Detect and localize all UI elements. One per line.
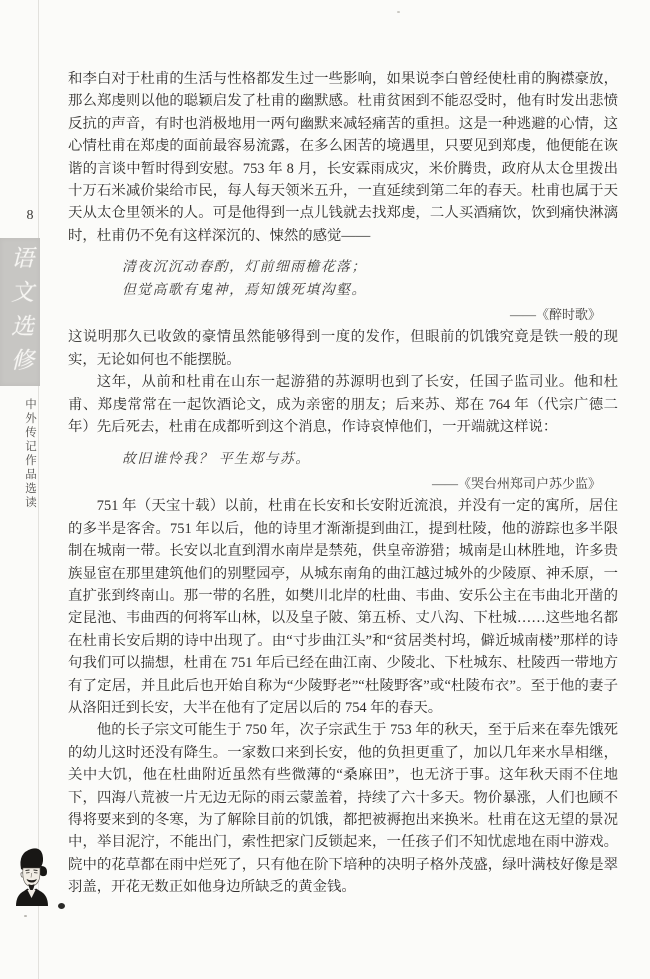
poem-attribution: ——《哭台州郑司户苏少监》 [431,475,601,491]
series-title-box [0,238,40,386]
poem-line: 清夜沉沉动春酌，灯前细雨檐花落； [122,259,367,275]
poem-line: 故旧谁怜我？ 平生郑与苏。 [122,450,311,466]
paragraph: 这说明那久已收敛的豪情虽然能够得到一度的发作，但眼前的饥饿究竟是铁一般的现实，无论如何也不能摆脱。 [68,329,618,368]
ink-speck [24,915,27,917]
poem-line: 但觉高歌有鬼神，焉知饿死填沟壑。 [122,281,367,297]
paragraph-continuation: 和李白对于杜甫的生活与性格都发生过一些影响，如果说李白曾经使杜甫的胸襟豪放，那么郑虔则以他的聪颖启发了杜甫的幽默感。杜甫贫困到不能忍受时，他有时发出悲愤反抗的声音，有时也消极地用一两句幽默来减轻痛苦的重担。这是一种逃避的心情，这心情杜甫在郑虔的面前最容易流露，在多么困苦的境遇里，只要见到郑虔，他便能在诙谐的言谈中暂时得到安慰。753 年 8 月，长安霖雨成灾，米价腾贵，政府从太仓里拨出十万石米减价粜给市民，每人每天领米五升，一直延续到第二年的春天。杜甫也属于天天从太仓里领米的人。可是他得到一点儿钱就去找郑虔，二人买酒痛饮，饮到痛快淋漓时，杜甫仍不免有这样深沉的、悚然的感觉—— [68,71,618,244]
body-text-column [68,68,618,899]
margin-rule [38,0,39,979]
page-number: 8 [26,208,34,223]
dufu-portrait-icon [14,846,50,906]
poem-attribution: ——《醉时歌》 [509,307,601,323]
paragraph: 他的长子宗文可能生于 750 年，次子宗武生于 753 年的秋天，至于后来在奉先饿死的幼儿这时还没有降生。一家数口来到长安，他的负担更重了，加以几年来水旱相继，关中大饥，他在杜曲附近虽然有些微薄的“桑麻田”，也无济于事。这年秋天雨不住地下，四海八荒被一片无边无际的雨云蒙盖着，持续了六十多天。物价暴涨，人们也顾不得将要来到的冬寒，为了解除目前的饥饿，都把被褥抱出来换米。杜甫在这无望的景况中，举目泥泞，不能出门，索性把家门反锁起来，一任孩子们不知忧虑地在雨中游戏。院中的花草都在雨中烂死了，只有他在阶下培种的决明子格外茂盛，绿叶满枝好像是翠羽盖，开花无数正如他身边所缺乏的黄金钱。 [68,722,618,896]
paragraph: 751 年（天宝十载）以前，杜甫在长安和长安附近流浪，并没有一定的寓所，居住的多半是客舍。751 年以后，他的诗里才渐渐提到曲江，提到杜陵，他的游踪也多半限制在城南一带。长安以北直到渭水南岸是禁苑，供皇帝游猎；城南是山林胜地，许多贵族显宦在那里建筑他们的别墅园亭，从城东南角的曲江越过城外的少陵原、神禾原，一直扩张到终南山。那一带的名胜，如樊川北岸的杜曲、韦曲、安乐公主在韦曲北开凿的定昆池、韦曲西的何将军山林，以及皇子陂、第五桥、丈八沟、下杜城……这些地名都在杜甫长安后期的诗中出现了。由“寸步曲江头”和“贫居类村坞，僻近城南楼”那样的诗句我们可以揣想，杜甫在 751 年后已经在曲江南、少陵北、下杜城东、杜陵西一带地方有了定居，并且此后也开始自称为“少陵野老”“杜陵野客”或“杜陵布衣”。至于他的妻子从洛阳迁到长安，大半在他有了定居以后的 754 年的春天。 [68,498,618,716]
poem-block-elegy [122,448,618,470]
series-title-vertical: 语文选修 [8,246,33,382]
dufu-portrait-illustration [14,846,50,906]
ink-speck [58,903,65,909]
series-subtitle-vertical: 中外传记作品选读 [24,398,36,510]
paragraph: 这年，从前和杜甫在山东一起游猎的苏源明也到了长安，任国子监司业。他和杜甫、郑虔常常在一起饮酒论文，成为亲密的朋友；后来苏、郑在 764 年（代宗广德二年）先后死去，杜甫在成都听到这个消息，作诗哀悼他们，一开端就这样说： [68,374,618,436]
poem-block-zuishige [122,256,618,301]
ink-speck [397,11,400,13]
